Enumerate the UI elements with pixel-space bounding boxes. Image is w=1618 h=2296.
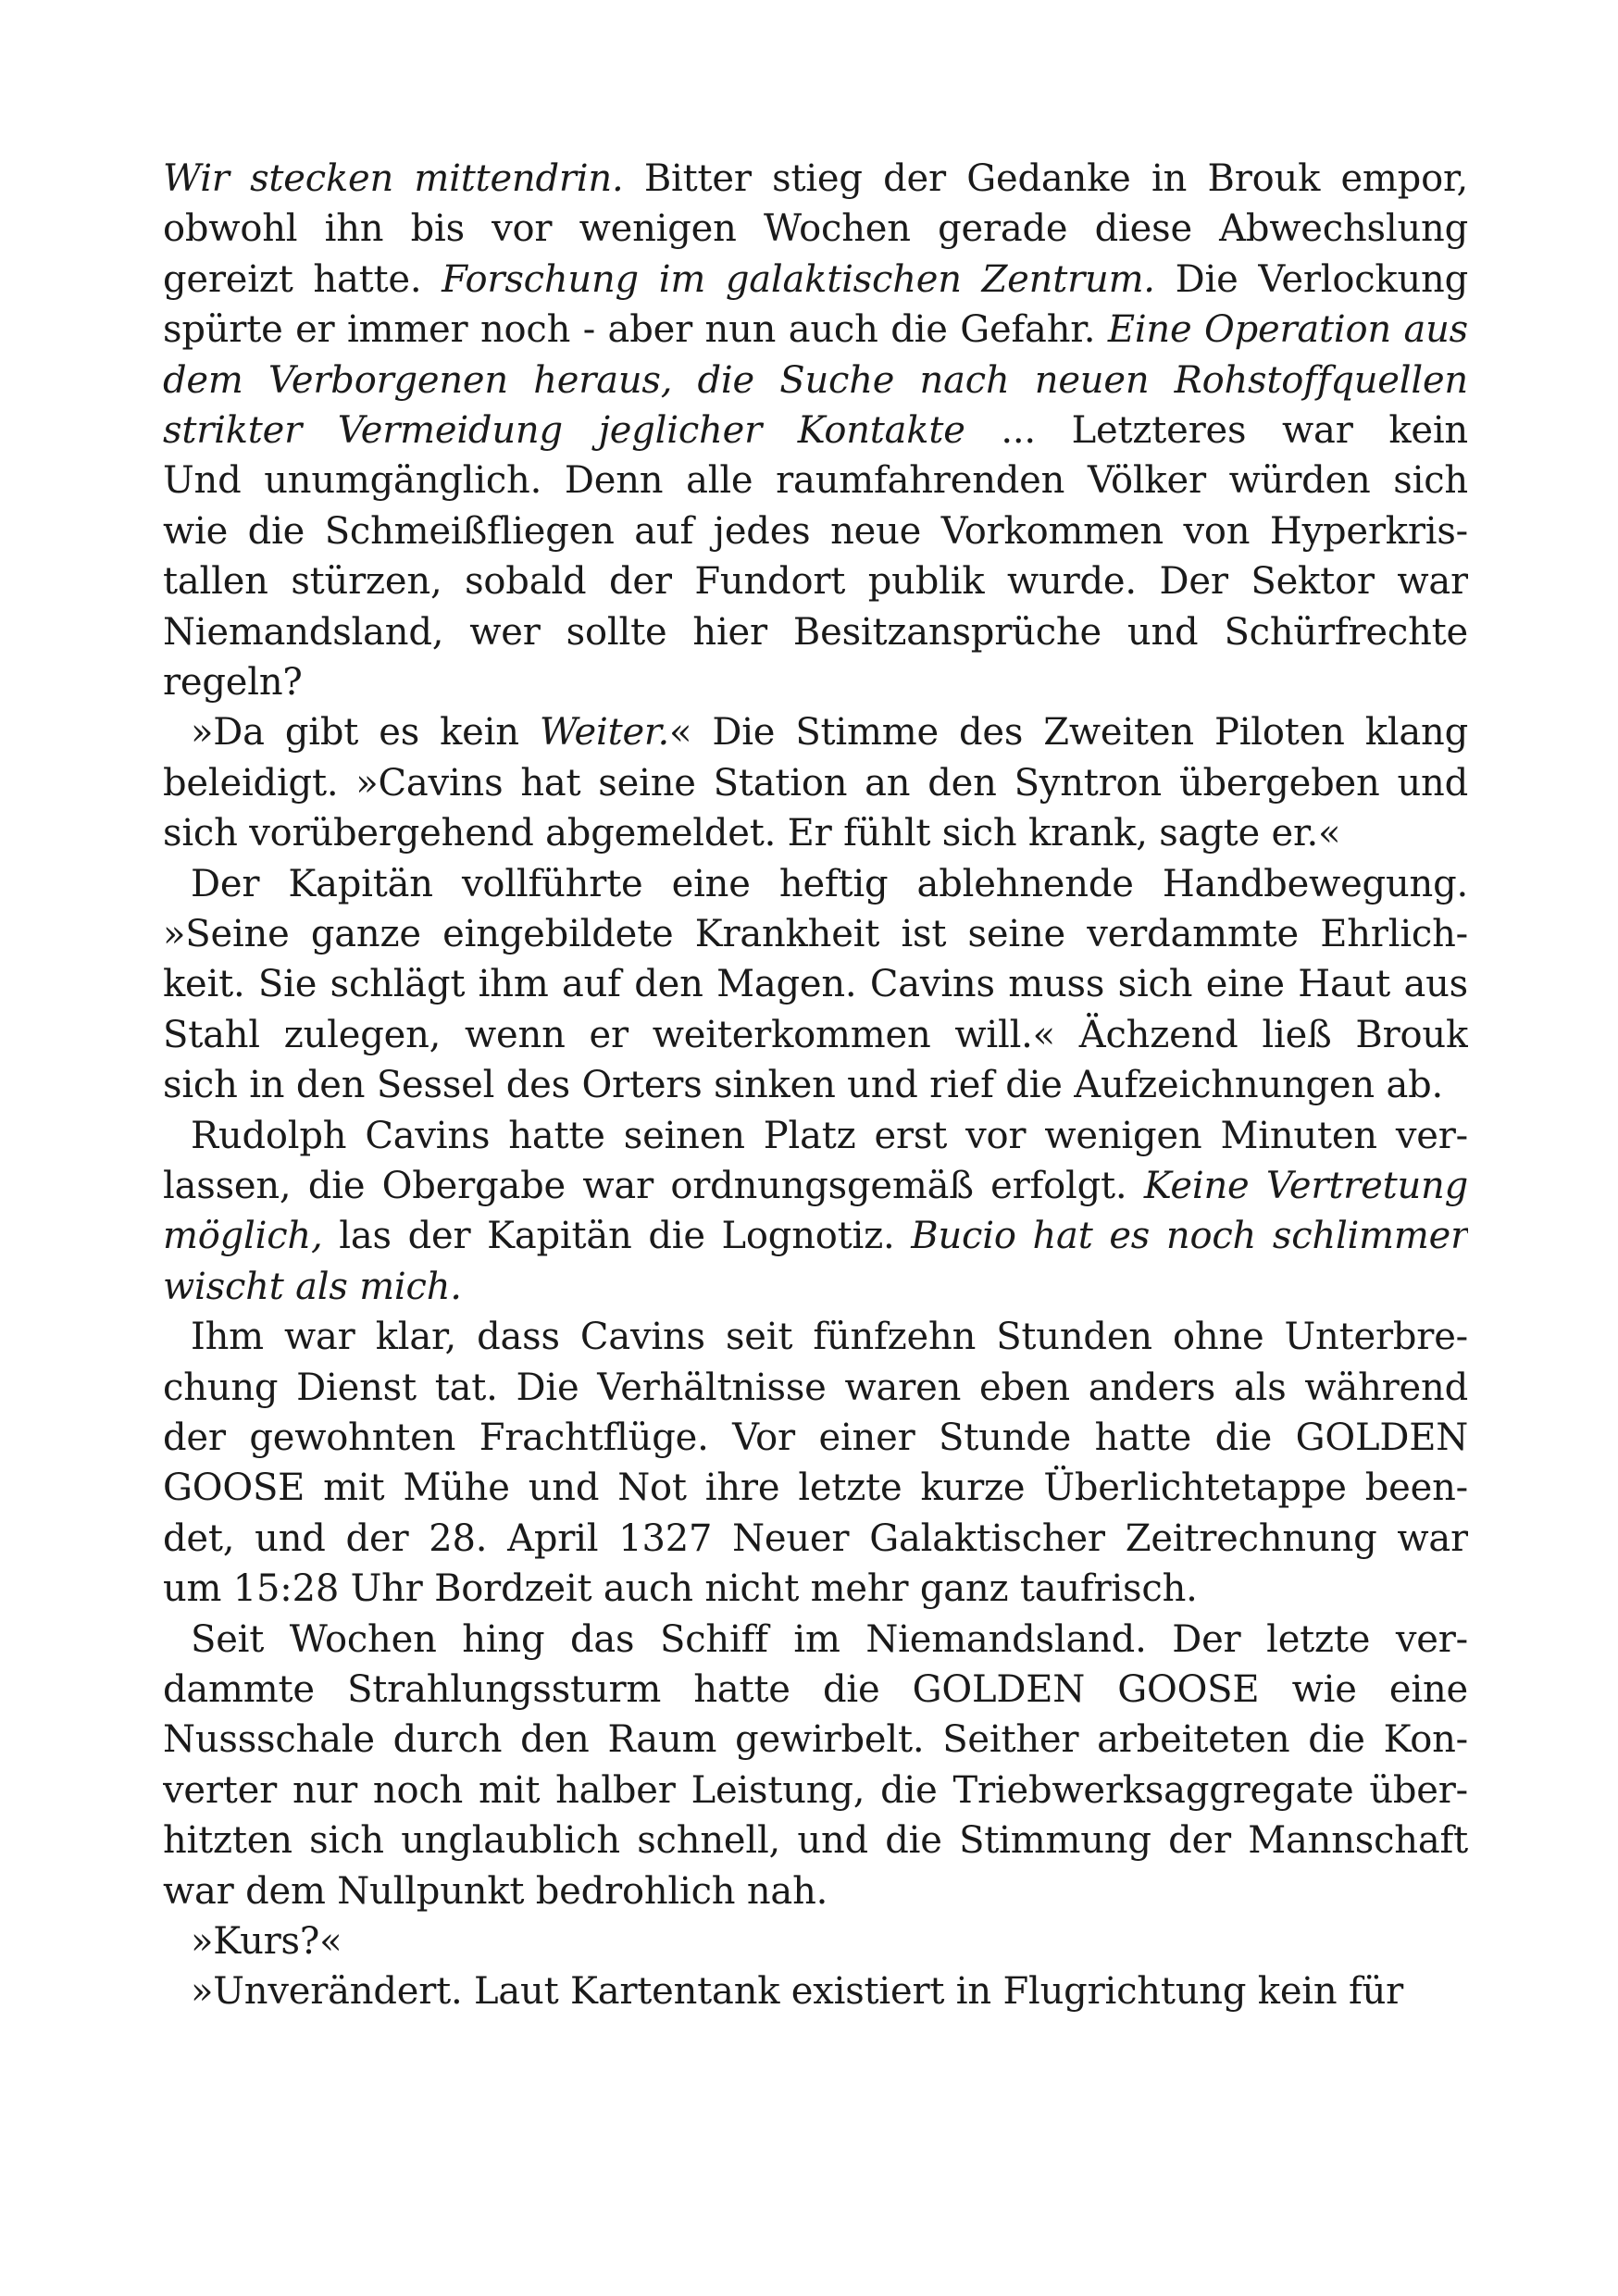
text-line (163, 607, 1468, 657)
text-run: Die Verlockung (1154, 257, 1468, 301)
text-line (191, 1966, 1468, 2016)
text-run: der gewohnten Frachtflüge. Vor einer Stunde hatte die GOLDEN (163, 1416, 1468, 1459)
text-run: sich in den Sessel des Orters sinken und rief die Aufzeichnungen ab. (163, 1064, 1444, 1107)
text-line (163, 1766, 1468, 1816)
text-line (163, 455, 1468, 505)
text-run: Bitter stieg der Gedanke in Brouk empor, (623, 157, 1468, 200)
text-run: Rudolph Cavins hatte seinen Platz erst vor wenigen Minuten ver- (191, 1114, 1468, 1157)
text-run: ... Letzteres war kein (1001, 409, 1468, 452)
text-run: beleidigt. »Cavins hat seine Station an den Syntron übergeben und (163, 761, 1468, 805)
text-run: um 15:28 Uhr Bordzeit auch nicht mehr ganz taufrisch. (163, 1567, 1198, 1611)
text-line (163, 305, 1468, 355)
text-line (163, 1060, 1468, 1110)
text-line (163, 1564, 1468, 1614)
page-body-text (163, 154, 1468, 2017)
text-run: « Die Stimme des Zweiten Piloten klang (668, 711, 1468, 755)
text-line (191, 859, 1468, 909)
text-line (191, 1916, 1468, 1966)
text-line (163, 255, 1468, 305)
text-run: wie die Schmeißfliegen auf jedes neue Vorkommen von Hyperkris- (163, 509, 1468, 553)
text-line (163, 1010, 1468, 1060)
text-line (163, 204, 1468, 254)
italic-text-run: strikter Vermeidung jeglicher Kontakte (163, 409, 965, 452)
italic-text-run: möglich, (163, 1215, 323, 1258)
text-line (163, 1463, 1468, 1513)
text-line (163, 154, 1468, 204)
text-run: verter nur noch mit halber Leistung, die Triebwerksaggregate über- (163, 1768, 1468, 1812)
text-run: gereizt hatte. (163, 257, 442, 301)
text-line (163, 1665, 1468, 1715)
text-line (163, 406, 1468, 455)
text-run: Niemandsland, wer sollte hier Besitzansprüche und Schürfrechte (163, 610, 1468, 654)
text-run: hitzten sich unglaublich schnell, und die Stimmung der Mannschaft (163, 1819, 1468, 1863)
text-run: tallen stürzen, sobald der Fundort publik wurde. Der Sektor war (163, 560, 1468, 604)
text-run: »Da gibt es kein (191, 711, 540, 755)
text-run: Seit Wochen hing das Schiff im Niemandsland. Der letzte ver- (191, 1617, 1468, 1661)
text-line (191, 1111, 1468, 1161)
text-line (191, 707, 1468, 757)
text-line (163, 959, 1468, 1009)
italic-text-run: Keine Vertretung (1143, 1165, 1468, 1207)
text-run: det, und der 28. April 1327 Neuer Galaktischer Zeitrechnung war (163, 1516, 1468, 1560)
italic-text-run: dem Verborgenen heraus, die Suche nach neuen Rohstoffquellen (163, 358, 1468, 402)
italic-text-run: wischt als mich. (163, 1265, 462, 1308)
text-line (163, 808, 1468, 858)
text-run: »Seine ganze eingebildete Krankheit ist seine verdammte Ehrlich- (163, 913, 1468, 955)
text-run: keit. Sie schlägt ihm auf den Magen. Cavins muss sich eine Haut aus (163, 963, 1468, 1006)
italic-text-run: Forschung im galaktischen Zentrum. (442, 257, 1155, 301)
text-run: chung Dienst tat. Die Verhältnisse waren eben anders als während (163, 1366, 1468, 1409)
text-line (163, 1816, 1468, 1866)
text-run: Ihm war klar, dass Cavins seit fünfzehn Stunden ohne Unterbre- (191, 1316, 1468, 1359)
text-line (163, 909, 1468, 959)
text-line (163, 556, 1468, 606)
text-run: regeln? (163, 661, 303, 704)
italic-text-run: Weiter. (539, 711, 669, 755)
text-line (163, 1363, 1468, 1413)
text-line (163, 506, 1468, 556)
text-run: las der Kapitän die Lognotiz. (322, 1215, 912, 1258)
text-run: sich vorübergehend abgemeldet. Er fühlt sich krank, sagte er.« (163, 812, 1341, 855)
text-line (191, 1312, 1468, 1362)
text-line (163, 1161, 1468, 1211)
text-line (163, 1866, 1468, 1916)
text-run: GOOSE mit Mühe und Not ihre letzte kurze Überlichtetappe been- (163, 1466, 1468, 1510)
italic-text-run: Bucio hat es noch schlimmer (911, 1215, 1468, 1258)
italic-text-run: Eine Operation aus (1107, 308, 1468, 352)
text-run: Nussschale durch den Raum gewirbelt. Seither arbeiteten die Kon- (163, 1718, 1468, 1762)
text-run: obwohl ihn bis vor wenigen Wochen gerade diese Abwechslung (163, 207, 1468, 251)
text-run: lassen, die Obergabe war ordnungsgemäß erfolgt. (163, 1165, 1144, 1207)
text-run: Stahl zulegen, wenn er weiterkommen will.« Ächzend ließ Brouk (163, 1013, 1468, 1056)
text-run: Der Kapitän vollführte eine heftig ablehnende Handbewegung. (191, 862, 1468, 905)
text-line (163, 1715, 1468, 1765)
text-run: dammte Strahlungssturm hatte die GOLDEN GOOSE wie eine (163, 1668, 1468, 1711)
text-line (163, 657, 1468, 707)
text-run: »Kurs?« (191, 1920, 342, 1963)
text-run: spürte er immer noch - aber nun auch die Gefahr. (163, 308, 1108, 352)
text-line (163, 1514, 1468, 1564)
text-run: Und unumgänglich. Denn alle raumfahrenden Völker würden sich (163, 459, 1468, 503)
text-line (163, 1262, 1468, 1312)
text-line (163, 758, 1468, 808)
text-line (163, 1211, 1468, 1261)
italic-text-run: Wir stecken mittendrin. (163, 157, 624, 200)
text-line (191, 1615, 1468, 1665)
text-line (163, 356, 1468, 406)
text-line (163, 1413, 1468, 1463)
text-run: »Unverändert. Laut Kartentank existiert in Flugrichtung kein für (191, 1970, 1404, 2014)
text-run: war dem Nullpunkt bedrohlich nah. (163, 1869, 828, 1913)
